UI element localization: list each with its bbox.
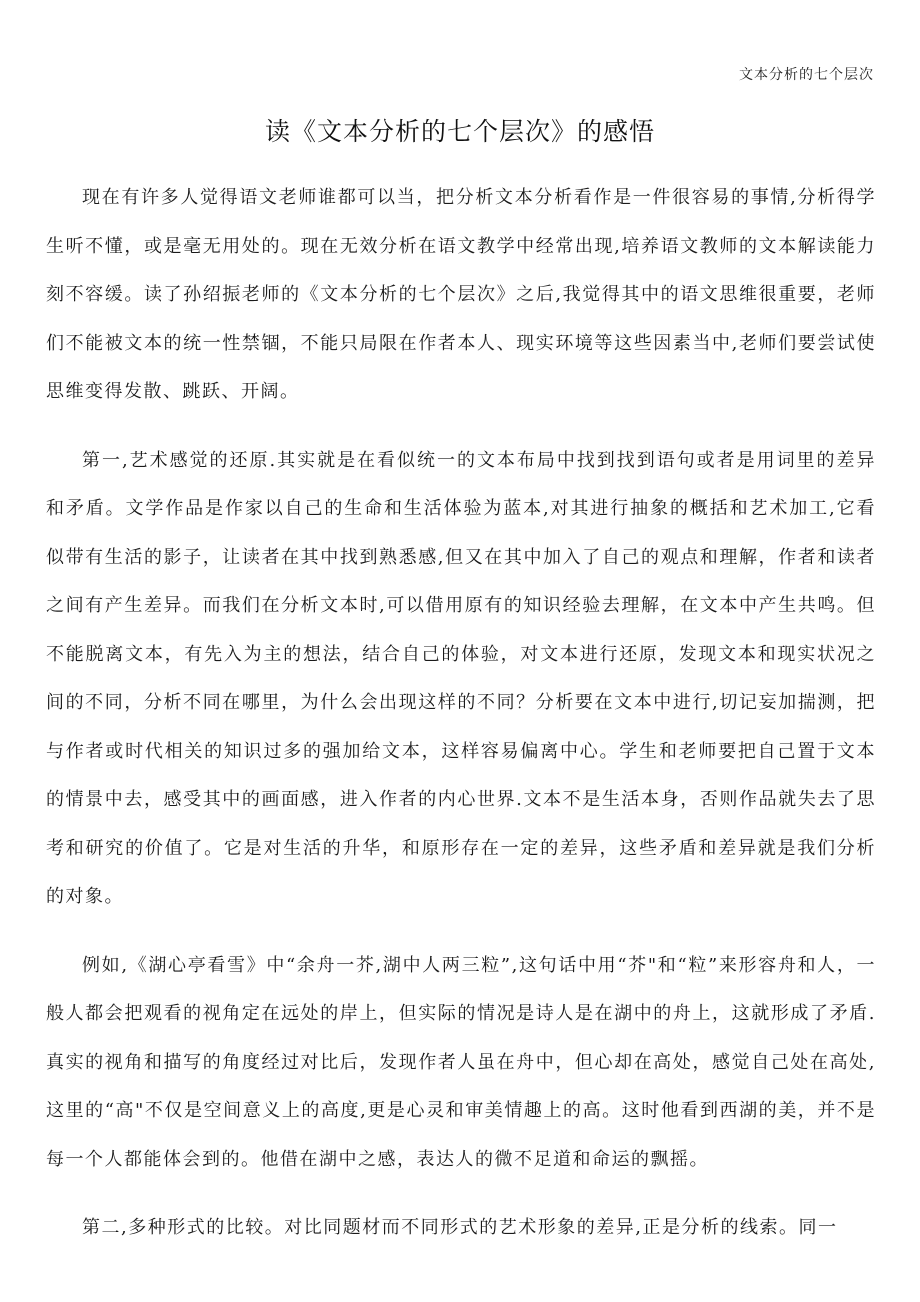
running-header: 文本分析的七个层次	[739, 67, 874, 83]
paragraph-example: 例如,《湖心亭看雪》中“余舟一芥,湖中人两三粒”,这句话中用“芥"和“粒”来形容舟和人，一般人都会把观看的视角定在远处的岸上，但实际的情况是诗人是在湖中的舟上，这就形成了矛盾.真实的视角和描写的角度经过对比后，发现作者人虽在舟中，但心却在高处，感觉自己处在高处,这里的“高"不仅是空间意义上的高度,更是心灵和审美情趣上的高。这时他看到西湖的美，并不是每一个人都能体会到的。他借在湖中之感，表达人的微不足道和命运的飘摇。	[46, 954, 876, 1170]
paragraph-second-point: 第二,多种形式的比较。对比同题材而不同形式的艺术形象的差异,正是分析的线索。同一	[82, 1217, 838, 1238]
paragraph-first-point: 第一,艺术感觉的还原.其实就是在看似统一的文本布局中找到找到语句或者是用词里的差异和矛盾。文学作品是作家以自己的生命和生活体验为蓝本,对其进行抽象的概括和艺术加工,它看似带有生活的影子，让读者在其中找到熟悉感,但又在其中加入了自己的观点和理解，作者和读者之间有产生差异。而我们在分析文本时,可以借用原有的知识经验去理解，在文本中产生共鸣。但不能脱离文本，有先入为主的想法，结合自己的体验，对文本进行还原，发现文本和现实状况之间的不同，分析不同在哪里，为什么会出现这样的不同？分析要在文本中进行,切记妄加揣测，把与作者或时代相关的知识过多的强加给文本，这样容易偏离中心。学生和老师要把自己置于文本的情景中去，感受其中的画面感，进入作者的内心世界.文本不是生活本身，否则作品就失去了思考和研究的价值了。它是对生活的升华，和原形存在一定的差异，这些矛盾和差异就是我们分析的对象。	[46, 449, 876, 907]
body-text	[46, 174, 876, 1273]
paragraph-intro: 现在有许多人觉得语文老师谁都可以当，把分析文本分析看作是一件很容易的事情,分析得学生听不懂，或是毫无用处的。现在无效分析在语文教学中经常出现,培养语文教师的文本解读能力刻不容缓。读了孙绍振老师的《文本分析的七个层次》之后,我觉得其中的语文思维很重要，老师们不能被文本的统一性禁锢，不能只局限在作者本人、现实环境等这些因素当中,老师们要尝试使思维变得发散、跳跃、开阔。	[46, 187, 876, 402]
page-title: 读《文本分析的七个层次》的感悟	[264, 117, 655, 146]
